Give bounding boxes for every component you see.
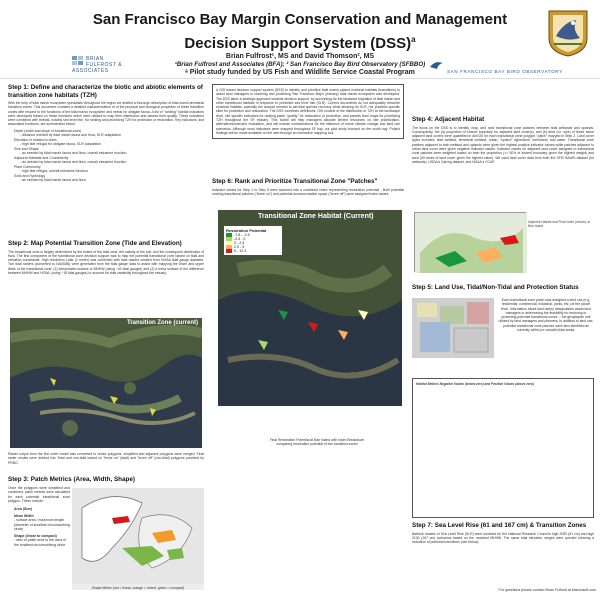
list-item: Adjacent Habitats and Connectivity [14, 155, 69, 160]
bfa-logo-icon [72, 56, 84, 66]
map-label: Transition Zone (current) [126, 320, 198, 326]
map-label: Transitional Zone Habitat (Current) [258, 213, 374, 220]
list-item: Soils and Hydrology [14, 173, 46, 178]
adjacent-habitat-map [414, 212, 526, 272]
usfws-shield-icon [546, 8, 590, 58]
bfa-logo-text: BRIAN FULFROST & ASSOCIATES [72, 56, 123, 74]
step7-section [412, 522, 594, 544]
step2-heading: Step 2: Map Potential Transition Zone (Tide and Elevation) [8, 240, 182, 247]
map-legend [224, 226, 282, 255]
list-item: Depth (width and slope of transitional zone) [14, 128, 82, 133]
sfbbo-logo-text: SAN FRANCISCO BAY BIRD OBSERVATORY [447, 69, 563, 74]
list-item: - surface area / maximum length (diameter of smallest circumscribing circle) [14, 518, 70, 532]
step7-heading: Step 7: Sea Level Rise (61 and 167 cm) & Transition Zones [412, 522, 587, 529]
step3-heading: Step 3: Patch Metrics (Area, Width, Shape) [8, 476, 135, 483]
step1-bullets [8, 129, 204, 183]
step2-caption: Raster output from the first order model was converted to vector polygons, simplified and adjacent polygons were merged. Final raster results were divided into "tidal and non-tidal based on "levee on" (tidal) and "levee off" (non-tidal) polygons provided by PRBO. [8, 452, 204, 465]
list-item: - as needed by tidal marsh fauna and flora [20, 178, 86, 183]
habitat-metrics-box [412, 378, 594, 518]
step5-heading: Step 5: Land Use, Tidal/Non-Tidal and Protection Status [412, 284, 579, 291]
transition-zone-map [10, 318, 202, 448]
step2-section [8, 240, 204, 275]
step3-caption: Shape Metric (red = linear, orange = mixed, green = compact) [91, 585, 185, 590]
list-item: Plant Community [14, 164, 41, 169]
step6-heading: Step 6: Rank and Prioritize Transitional Zone "Patches" [212, 178, 378, 185]
step6-section [212, 178, 404, 196]
list-item: - as needed by tidal marsh fauna and flora, overall estuarine function [20, 151, 127, 156]
legend-item: 2.5 - 5 [226, 245, 280, 249]
step1-heading: Step 1: Define and characterize the biotic and abiotic elements of transition zone habitats (TZH) [8, 84, 203, 99]
step3-body [8, 486, 70, 547]
list-item: Elevation in relation to tides [14, 137, 57, 142]
list-item: Mean Width [14, 513, 34, 518]
authors-block [150, 53, 450, 77]
step4-legend-note: Adjacent Habitat and Final Index (shown) at Bair Island [528, 220, 590, 228]
funding-note: ᵃ Pilot study funded by US Fish and Wildlife Service Coastal Program [185, 69, 415, 76]
shape-metric-map [72, 488, 204, 590]
step4-heading: Step 4: Adjacent Habitat [412, 116, 485, 123]
land-use-map [412, 298, 494, 358]
intro-text: A GIS based decision support system (DSS) to identify and prioritize tidal marsh-upland ecotonal habitats (transitions) to assist land managers in restoring and protecting San Francisco Bay's (estuary) tidal marsh ecosystem was developed. The DSS takes a strategic approach towards decision support, by accounting for the landward migration of tidal marsh and other transitional habitats in response to predicted sea level rise (SLR). Current documents do not adequately describe ecotonal habitats, specially the amount needed to aid tidal species recovery while allowing for SLR, nor prioritize specific sites for protection and restoration. The DSS combines definitions, GIS models of the distribution of TZH at the landscape level, site specific indicators for ranking patch "quality" for restoration or protection, and parcels level maps for prioritizing TZH throughout the SF estuary. This toolkit will help managers allocate limited resources on site prioritization, alternatives/scenario evaluation, and will include considerations for the influence of future climate change and land use scenarios. Although most indicators were mapped throughout SF bay, our pilot study focused on the south bay. Project findings will be made available on the web through an interactive mapping tool. [216, 88, 400, 135]
legend-title: Restoration Potential [226, 228, 267, 233]
sfbbo-logo [430, 60, 580, 74]
step6-text: Indicator values for Step 1 to Step 5 were summed into a combined index representing restoration potential . Both potential existing transitional patches ("levee on") and potential accommodation space ("levee off") were assigned index values. [212, 187, 404, 196]
list-item: - ratio of patch area to the area of the smallest circumscribing circle [14, 538, 66, 547]
list-item: Size and Shape [14, 146, 39, 151]
restoration-potential-map [218, 210, 402, 406]
bfa-logo [72, 56, 152, 72]
author-names: Brian Fulfrost¹, MS and David Thomson², MS [225, 53, 375, 60]
step5-section [412, 284, 594, 292]
affiliations: ¹Brian Fulfrost and Associates (BFA); ² San Francisco Bay Bird Observatory (SFBBO) [174, 61, 426, 68]
step2-text: The transitional zone is largely determined by the extent of the tidal zone, the salinity of the soil, and the consequent distribution of flora. The first component of the transitional zone decision support was to map the potential transitional zone based on tidal and elevation constraints. High resolution Lidar (1 meter) was combined with tidal rasters created from NOAA tidal gauge datasets. Two tidal rasters (converted to NAVD88) were generated from the tidal gauge data to assist with mapping the lower and upper limits of the transitional zone: (1) interpolated surface of MHHW (using ~40 tidal gauges) and (2) a trend surface of the difference between MHHW and HOWL (using ~16 tidal gauges) to account for tidal variability throughout the estuary. [8, 249, 204, 275]
list-item: - high tide refugia, overall estuarine function [20, 169, 88, 174]
list-item: Shape (linear to compact) [14, 533, 57, 538]
step3-section [8, 476, 204, 484]
list-item: Area (Size) [14, 507, 33, 512]
intro-box [212, 84, 404, 139]
footer-contact: For questions please contact Brian Fulfrost at bfaconsult.com [498, 588, 596, 592]
title-line-2: Decision Support System (DSS)$^a$ [184, 35, 416, 52]
list-item: - high tide refugia for obligate fauna, SLR adaptation [20, 142, 102, 147]
step4-section [412, 116, 594, 164]
legend-item: 0 - 2.5 [226, 241, 280, 245]
header-divider [0, 78, 600, 79]
step3-text: Once the polygons were simplified and combined, patch metrics were calculated for each potential transitional zone polygon. These include: [8, 486, 70, 503]
title-line-1: San Francisco Bay Margin Conservation and Management [92, 11, 508, 28]
step1-section [8, 84, 204, 183]
poster-title [70, 10, 530, 54]
step6-caption: Final Restoration Potential at Bair Island with Index Breakdown comparing restoration potential of two transition zones [269, 438, 365, 447]
step7-text: Bathtub models of Sea Level Rise (SLR) were modeled for the National Research Council's high 2050 (61 cm) and high 2100 (167 cm) scenarios based on the modeled MHHW. The same tidal elevation ranges were queried showing a reduction of potential transitions (see below). [412, 531, 594, 545]
list-item: - as needed by tidal marsh fauna and flora, overall estuarine function [20, 160, 127, 165]
step3-bullets [8, 507, 70, 547]
step5-text: Each transitional zone patch was assigned a land use (e.g. residential, commercial, industrial, parks, etc.) at the parcel level. Information about land use(s) designations assist land managers in determining the feasibility for restoring or protecting potential transitional zones -- the geographic unit utilized by land managers and planners. In addition to land use, potential transitional zone patches were also identified as currently within (or outside) tidal areas. [498, 298, 594, 333]
step4-text: The focus on the DSS is to identify, map, and rank transitional zone patches between tidal wetlands and uplands. Consequently, the (a) proportion of shared boundary for adjacent land cover(s), and (b) area (i.e. size) of these same adjacent land covers were quantified in ArcGIS for each transitional zone polygon "patch" mapped in Step 2. Land cover types included: tidal wetland, terrestrial wetland, urban, "upland" agriculture, forestland, and water. Transitional zone patches adjacent to both wetland and uplands were given the highest positive indicator values while patches adjacent to urban land cover were given negative indicator values. Indicator values for adjacent land cover assigned to transitional zone patches were weighted based on both the proportion (>= 50% of shared boundary given the highest weight) and area (50 acres of land cover given the highest value). We used land cover data from both the SFEI BAARI dataset (for wetlands), USDA's Calveg dataset, and NOAA's CCAP. [412, 125, 594, 164]
list-item: - distance needed by tidal marsh fauna and flora, SLR adaptation [20, 133, 121, 138]
legend-item: 5 - 10.4 [226, 249, 280, 253]
habitat-metrics-label: Habitat Metrics Negative Values (below zero) and Positive Values (above zero) [416, 382, 534, 386]
step1-text: With the help of tidal marsh ecosystem specialists throughout the region we drafted a thorough description of tidal marsh-terrestrial transition zones. This document contains a detailed characterization of of the physical and biological properties of these transition zones with respect to the functions of the tidal marsh ecosystem and needs for obligate fauna. A list of "ranking" habitat indicators were developed based on these functions which were utilized to map their distribution and assess their quality. These indicators were combined with threats, notably sea level rise, for ranking and prioritizing TZH for protection or restoration. Key indicators, and associated functions, are summarized below: [8, 101, 204, 127]
legend-item: -2.5 - 0 [226, 237, 280, 241]
bird-icon [430, 60, 444, 70]
legend-item: -7.8 - -2.5 [226, 233, 280, 237]
